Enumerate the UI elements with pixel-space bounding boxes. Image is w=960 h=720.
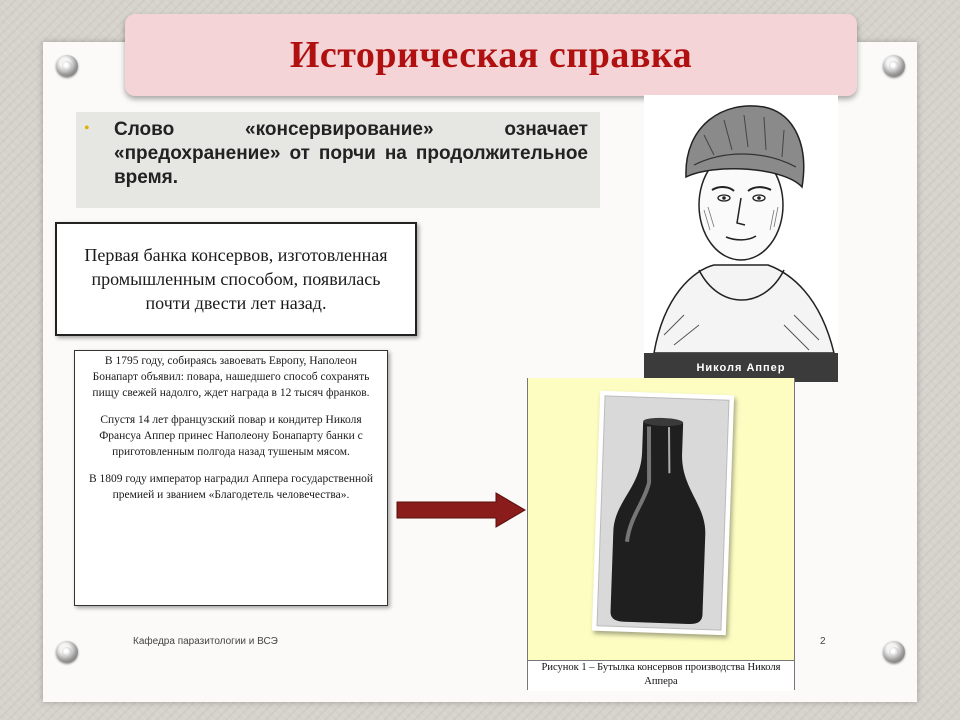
page-number: 2: [820, 636, 826, 647]
history-paragraph: В 1809 году император наградил Аппера государственной премией и званием «Благодетель человечества».: [88, 473, 374, 501]
title-banner: [125, 14, 857, 96]
arrow-right-icon: [396, 492, 526, 528]
first-can-box: [55, 222, 417, 336]
history-paragraph: В 1795 году, собираясь завоевать Европу, Наполеон Бонапарт объявил: повара, нашедшего способ сохранять пищу свежей надолго, ждет награда в 12 тысяч франков.: [92, 355, 370, 399]
portrait-caption: Николя Аппер: [644, 353, 838, 382]
history-box: [74, 350, 388, 606]
rivet-icon: [56, 641, 78, 663]
portrait-image: [644, 95, 838, 382]
portrait-drawing: [644, 95, 838, 353]
bottle-photo: [592, 391, 734, 636]
definition-box: [76, 112, 600, 208]
definition-text: Слово «консервирование» означает «предохранение» от порчи на продолжительное время.: [114, 119, 588, 188]
history-paragraph: Спустя 14 лет французский повар и кондитер Николя Франсуа Аппер принес Наполеону Бонапарту банки с приготовленным полгода назад тушеным мясом.: [99, 414, 363, 458]
rivet-icon: [883, 641, 905, 663]
rivet-icon: [56, 55, 78, 77]
bullet-icon: •: [84, 120, 90, 137]
figure-caption: Рисунок 1 – Бутылка консервов производства Николя Аппера: [528, 660, 794, 691]
first-can-text: Первая банка консервов, изготовленная промышленным способом, появилась почти двести лет назад.: [84, 245, 388, 313]
bottle-drawing: [592, 391, 734, 636]
footer-department: Кафедра паразитологии и ВСЭ: [133, 636, 278, 647]
rivet-icon: [883, 55, 905, 77]
figure-panel: [527, 378, 795, 690]
page-title: Историческая справка: [289, 34, 693, 76]
